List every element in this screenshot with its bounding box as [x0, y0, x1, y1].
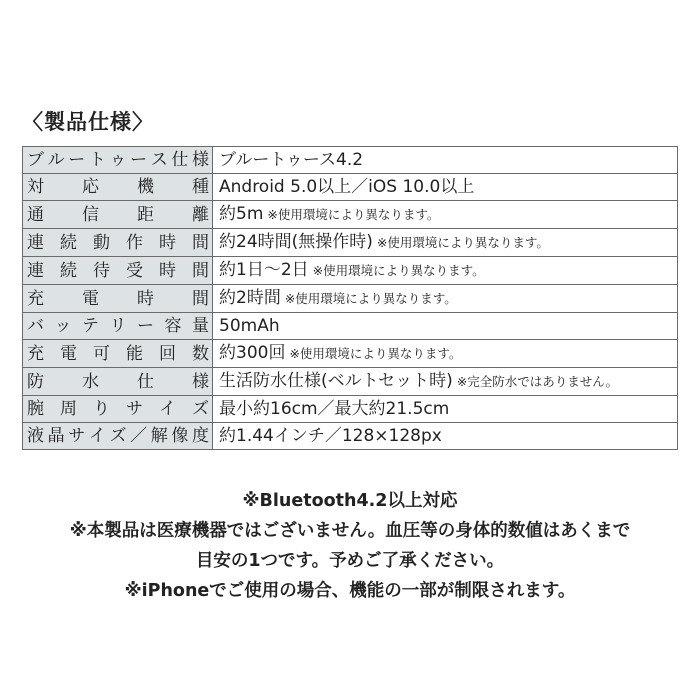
spec-label [23, 229, 213, 257]
spec-row [23, 340, 678, 368]
spec-value-cell [213, 340, 678, 368]
spec-label-text: 連 続 動 作 時 間 [27, 232, 209, 253]
spec-value-cell [213, 174, 678, 201]
spec-value-cell [213, 285, 678, 313]
spec-label [23, 285, 213, 313]
spec-value: ブルートゥース4.2 [219, 150, 364, 170]
spec-label-text: 防 水 仕 様 [27, 371, 209, 392]
spec-label [23, 368, 213, 396]
spec-value: 約5m [219, 204, 264, 224]
spec-note: ※使用環境により異なります。 [284, 291, 457, 306]
spec-label [23, 313, 213, 340]
spec-note: ※完全防水ではありません。 [456, 374, 618, 389]
spec-row [23, 396, 678, 423]
spec-value-cell [213, 257, 678, 285]
spec-value: 約300回 [219, 343, 286, 363]
spec-label-text: 通 信 距 離 [27, 204, 209, 225]
spec-value-cell [213, 396, 678, 423]
spec-row [23, 174, 678, 201]
spec-value-cell [213, 229, 678, 257]
spec-label [23, 396, 213, 423]
spec-value: 約1日〜2日 [219, 260, 309, 280]
spec-label-text: ブ ル ー ト ゥ ー ス 仕 様 [27, 150, 209, 170]
spec-label-text: 腕 周 り サ イ ズ [27, 399, 209, 419]
spec-value: 約2時間 [219, 288, 281, 308]
spec-label-text: 対 応 機 種 [27, 177, 209, 197]
spec-table [22, 146, 678, 450]
spec-row [23, 313, 678, 340]
spec-row [23, 285, 678, 313]
spec-row [23, 229, 678, 257]
spec-note: ※使用環境により異なります。 [267, 207, 440, 222]
spec-label-text: 充 電 可 能 回 数 [27, 343, 209, 364]
spec-note: ※使用環境により異なります。 [312, 263, 485, 278]
spec-label-text: 充 電 時 間 [27, 288, 209, 309]
spec-value: 約1.44インチ／128×128px [219, 426, 442, 446]
spec-value-cell [213, 313, 678, 340]
footer-note: ※iPhoneでご使用の場合、機能の一部が制限されます。 [124, 581, 576, 601]
footer-note: ※本製品は医療機器ではございません。血圧等の身体的数値はあくまで [69, 521, 631, 541]
spec-label [23, 174, 213, 201]
spec-label [23, 340, 213, 368]
spec-label-text: 連 続 待 受 時 間 [27, 260, 209, 281]
spec-note: ※使用環境により異なります。 [376, 235, 549, 250]
spec-value-cell [213, 147, 678, 174]
footer-notes [0, 486, 700, 606]
spec-value: 約24時間(無操作時) [219, 232, 373, 252]
spec-value: 50mAh [219, 316, 280, 336]
spec-row [23, 368, 678, 396]
spec-row [23, 423, 678, 450]
spec-heading: 〈製品仕様〉 [22, 110, 154, 134]
spec-label [23, 257, 213, 285]
footer-note: 目安の1つです。予めご了承ください。 [195, 551, 505, 571]
spec-label-text: 液 晶 サ イ ズ ／ 解 像 度 [27, 426, 209, 446]
spec-value: 最小約16cm／最大約21.5cm [219, 399, 450, 419]
spec-value: 生活防水仕様(ベルトセット時) [219, 371, 453, 391]
spec-row [23, 257, 678, 285]
spec-value: Android 5.0以上／iOS 10.0以上 [219, 177, 475, 197]
spec-note: ※使用環境により異なります。 [289, 346, 462, 361]
spec-row [23, 147, 678, 174]
spec-row [23, 201, 678, 229]
spec-value-cell [213, 423, 678, 450]
spec-label [23, 201, 213, 229]
spec-label [23, 423, 213, 450]
spec-label-text: バ ッ テ リ ー 容 量 [27, 316, 209, 336]
spec-value-cell [213, 368, 678, 396]
footer-note: ※Bluetooth4.2以上対応 [242, 491, 458, 511]
spec-value-cell [213, 201, 678, 229]
spec-label [23, 147, 213, 174]
